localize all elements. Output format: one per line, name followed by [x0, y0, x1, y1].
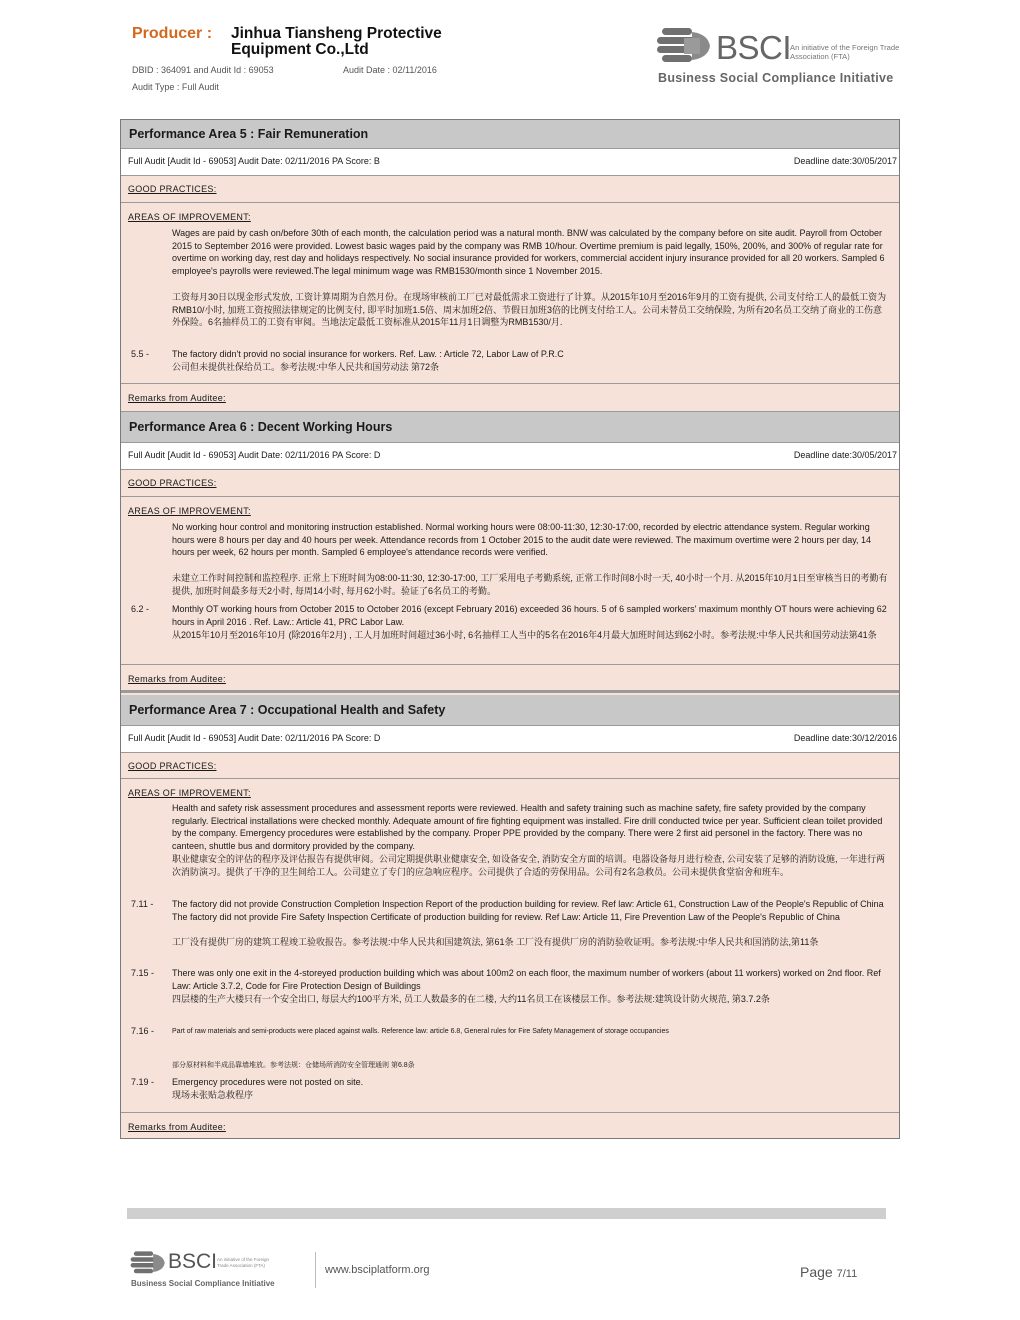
footer-bsci-wordmark: BSCI: [168, 1250, 218, 1273]
pa5-remarks-row: [121, 384, 899, 412]
footer-bsci-tagline: An initiative of the Foreign Trade Association (FTA): [217, 1257, 270, 1268]
pa5-good-practices-row: [121, 176, 899, 203]
pa5-areas-label: AREAS OF IMPROVEMENT:: [128, 212, 251, 222]
pa7-remarks-row: [121, 1113, 899, 1138]
audit-results-table: [120, 119, 900, 1139]
pa6-finding-en: Monthly OT working hours from October 2015 to October 2016 (except February 2016) exceeded 36 hours. 5 of 6 sampled workers' maximum monthly OT hours were achieving 62 hours in April 2016 . Ref. Law.: Article 41, PRC Labor Law.: [172, 604, 887, 627]
pa6-remarks-label: Remarks from Auditee:: [128, 674, 226, 684]
pa7-finding1-number: 7.11 -: [131, 899, 154, 909]
page-label: Page: [800, 1264, 833, 1280]
pa6-intro-en: No working hour control and monitoring instruction established. Normal working hours were 08:00-11:30, 12:30-17:00, recorded by electric attendance system. Regular working hours were 8 hours per day and 40 hours per week. Attendance records from 1 October 2015 to the audit date were reviewed. The maximum overtime were 2 hours per day, 14 hours per week, 62 hours per month. Sampled 6 employee's attendance records were verified.: [172, 522, 872, 558]
pa7-title: Performance Area 7 : Occupational Health and Safety: [121, 695, 899, 726]
bsci-tagline: An initiative of the Foreign Trade Association (FTA): [790, 43, 900, 61]
producer-name: [231, 26, 491, 58]
audit-type-text: Audit Type : Full Audit: [132, 82, 219, 92]
pa6-improvement-row: [121, 497, 899, 665]
page-header: [0, 0, 1020, 110]
pa7-finding2-en: There was only one exit in the 4-storeyed production building which was about 100m2 on each floor, the maximum number of workers (about 11 workers) worked on 2nd floor. Ref Law: Article 3.7.2, Code for Fire Protection Design of Buildings: [172, 968, 881, 991]
pa7-audit-line: Full Audit [Audit Id - 69053] Audit Date: 02/11/2016 PA Score: D: [128, 733, 381, 743]
pa7-finding3-number: 7.16 -: [131, 1026, 155, 1036]
pa5-intro-cn: 工资每月30日以现金形式发放, 工资计算周期为自然月份。在现场审核前工厂已对最低需求工资进行了计算。从2015年10月至2016年9月的工资有提供, 公司支付给工人的最低工资为 RMB10/小时, 加班工资按照法律规定的比例支付, 即平时加班1.5倍、周末加班2倍、节假日加班3倍的比例支付给工人。公司未替员工交纳保险, 为所有20名员工交纳了商业的工伤意外保险。6名抽样员工的工资有审阅。当地法定最低工资标准从2015年11月1日调整为RMB1530/月.: [172, 292, 887, 328]
pa7-finding3-en: Part of raw materials and semi-products were placed against walls. Reference law: article 6.8, General rules for Fire Safety Management of storage occupancies: [172, 1028, 669, 1035]
footer-bsci-hand-icon: [130, 1250, 166, 1276]
pa6-finding-number: 6.2 -: [131, 604, 150, 614]
pa5-remarks-label: Remarks from Auditee:: [128, 393, 226, 403]
pa7-remarks-label: Remarks from Auditee:: [128, 1122, 226, 1132]
pa5-finding-number: 5.5 -: [131, 349, 150, 359]
pa7-finding4-en: Emergency procedures were not posted on site.: [172, 1077, 364, 1087]
pa6-remarks-row: [121, 665, 899, 693]
pa7-deadline: Deadline date:30/12/2016: [793, 733, 897, 743]
pa7-areas-label: AREAS OF IMPROVEMENT:: [128, 788, 251, 798]
footer-bsci-full-name: Business Social Compliance Initiative: [131, 1279, 275, 1288]
pa6-finding-cn: 从2015年10月至2016年10月 (除2016年2月) , 工人月加班时间超过36小时, 6名抽样工人当中的5名在2016年4月最大加班时间达到62小时。参考法规:中华人民共和国劳动法第41条: [172, 630, 877, 640]
pa5-finding-en: The factory didn't provid no social insurance for workers. Ref. Law. : Article 72, Labor Law of P.R.C: [172, 349, 564, 359]
pa7-finding4-number: 7.19 -: [131, 1077, 155, 1087]
pa6-good-practices-row: [121, 470, 899, 497]
bsci-logo: [656, 26, 900, 92]
pa6-deadline: Deadline date:30/05/2017: [793, 450, 897, 460]
pa7-audit-row: [121, 726, 899, 753]
pa5-finding-cn: 公司但未提供社保给员工。参考法规:中华人民共和国劳动法 第72条: [172, 362, 440, 372]
producer-name-line1: Jinhua Tiansheng Protective: [231, 25, 442, 42]
pa7-good-practices-label: GOOD PRACTICES:: [128, 761, 217, 771]
pa7-finding2-number: 7.15 -: [131, 968, 155, 978]
pa5-intro-en: Wages are paid by cash on/before 30th of each month, the calculation period was a natural month. BNW was calculated by the company before on site audit. Payroll from October 2015 to September 2016 were provided. Lowest basic wages paid by the company was RMB 10/hour. Overtime premium is paid legally, 150%, 200%, and 300% of regular rate for overtime on working day, rest day and holidays respectively. No social insurance provided for workers, commercial accident injury insurance provided for all 20 workers. Sampled 6 employee's payrolls were reviewed.The legal minimum wage was RMB1530/month since 1 November 2015.: [172, 228, 885, 276]
pa6-intro-cn: 未建立工作时间控制和监控程序. 正常上下班时间为08:00-11:30, 12:30-17:00, 工厂采用电子考勤系统, 正常工作时间8小时一天, 40小时一个月. 从2015年10月1日至审核当日的考勤有提供, 加班时间最多每天2小时, 每周14小时, 每月62小时。验证了6名员工的考勤。: [172, 573, 888, 596]
footer-website-link[interactable]: www.bsciplatform.org: [325, 1264, 430, 1276]
pa6-good-practices-label: GOOD PRACTICES:: [128, 478, 217, 488]
bsci-hand-icon: [656, 26, 712, 66]
page-count: 7/11: [836, 1268, 858, 1280]
pa5-good-practices-label: GOOD PRACTICES:: [128, 184, 217, 194]
pa6-title: Performance Area 6 : Decent Working Hours: [121, 412, 899, 443]
pa6-audit-row: [121, 443, 899, 470]
bsci-full-name: Business Social Compliance Initiative: [658, 71, 894, 85]
pa6-areas-label: AREAS OF IMPROVEMENT:: [128, 506, 251, 516]
producer-label: Producer :: [132, 25, 213, 42]
pa7-finding4-cn: 现场未张贴急救程序: [172, 1090, 254, 1100]
producer-name-line2: Equipment Co.,Ltd: [231, 41, 369, 58]
page-number: [800, 1264, 857, 1280]
pa5-title: Performance Area 5 : Fair Remuneration: [121, 120, 899, 149]
pa7-good-practices-row: [121, 753, 899, 779]
pa5-improvement-row: [121, 203, 899, 384]
footer-divider-bar: [127, 1208, 886, 1219]
pa7-finding2-cn: 四层楼的生产大楼只有一个安全出口, 每层大约100平方米, 员工人数最多的在二楼, 大约11名员工在该楼层工作。参考法规:建筑设计防火规范, 第3.7.2条: [172, 994, 770, 1004]
footer-bsci-logo: [130, 1248, 310, 1292]
footer-vertical-divider: [315, 1252, 316, 1288]
pa7-intro-cn: 职业健康安全的评估的程序及评估报告有提供审阅。公司定期提供职业健康安全, 如设备安全, 消防安全方面的培训。电器设备每月进行检查, 公司安装了足够的消防设施, 一年进行两次消防演习。提供了干净的卫生间给工人。公司建立了专门的应急响应程序。公司提供了合适的劳保用品。公司有2名急救员。公司未提供食堂宿舍和班车。: [172, 854, 886, 877]
pa5-audit-line: Full Audit [Audit Id - 69053] Audit Date: 02/11/2016 PA Score: B: [128, 156, 380, 166]
pa7-improvement-row: [121, 779, 899, 1113]
pa6-audit-line: Full Audit [Audit Id - 69053] Audit Date: 02/11/2016 PA Score: D: [128, 450, 381, 460]
pa7-intro-en: Health and safety risk assessment procedures and assessment reports were reviewed. Health and safety training such as machine safety, fire safety provided by the company regularly. Electrical installations were checked monthly. Adequate amount of fire fighting equipment was installed. Fire drill conducted twice per year. Sufficient clean toilet provided by the company. Emergency procedures were established by the company. Proper PPE provided by the company. There were 2 first aid personel in the factory. There was no canteen, shuttle bus and dormitory provided by the company.: [172, 803, 883, 851]
pa5-audit-row: [121, 149, 899, 176]
pa5-deadline: Deadline date:30/05/2017: [793, 156, 897, 166]
dbid-text: DBID : 364091 and Audit Id : 69053: [132, 65, 274, 75]
pa7-finding1-en: The factory did not provide Construction Completion Inspection Report of the production building for review. Ref law: Article 61, Construction Law of the People's Republic of China The factory did not provide Fire Safety Inspection Certificate of production building for review. Ref Law: Article 11, Fire Prevention Law of the People's Republic of China: [172, 899, 884, 922]
audit-date-text: Audit Date : 02/11/2016: [343, 65, 437, 75]
bsci-wordmark: BSCI: [716, 29, 792, 66]
pa7-finding3-cn: 部分原材料和半成品靠墙堆放。参考法规：仓储场所消防安全管理通则 第6.8条: [172, 1062, 415, 1069]
pa7-finding1-cn: 工厂没有提供厂房的建筑工程竣工验收报告。参考法规:中华人民共和国建筑法, 第61条 工厂没有提供厂房的消防验收证明。参考法规:中华人民共和国消防法,第11条: [172, 937, 819, 947]
